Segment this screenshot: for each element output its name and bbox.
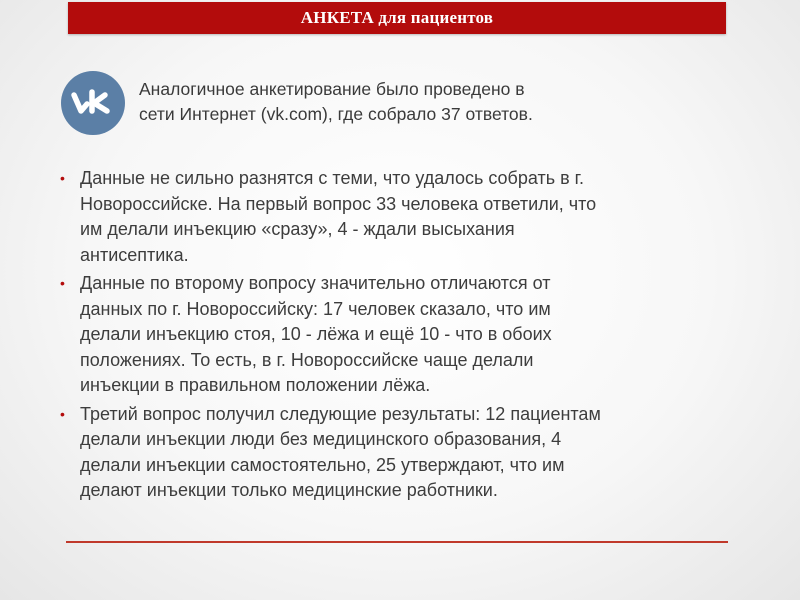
vk-logo-icon bbox=[60, 70, 126, 136]
bullet-list bbox=[60, 166, 750, 507]
intro-line: сети Интернет (vk.com), где собрало 37 ответов. bbox=[139, 104, 533, 124]
bullet-line: им делали инъекцию «сразу», 4 - ждали высыхания bbox=[80, 219, 515, 239]
bullet-item bbox=[60, 271, 750, 399]
bullet-line: инъекции в правильном положении лёжа. bbox=[80, 375, 431, 395]
bullet-marker-icon: • bbox=[60, 275, 65, 291]
bullet-marker-icon: • bbox=[60, 405, 65, 422]
bullet-line: положениях. То есть, в г. Новороссийске чаще делали bbox=[80, 349, 534, 370]
intro-text bbox=[139, 77, 699, 127]
bullet-line: делали инъекции люди без медицинского образования, 4 bbox=[80, 429, 562, 449]
intro-line: Аналогичное анкетирование было проведено в bbox=[139, 79, 525, 99]
bullet-line: Третий вопрос получил следующие результаты: 12 пациентам bbox=[80, 403, 601, 424]
bullet-line: делали инъекцию стоя, 10 - лёжа и ещё 10 - что в обоих bbox=[80, 324, 552, 344]
bullet-item bbox=[60, 166, 750, 268]
bullet-line: Данные по второму вопросу значительно отличаются от bbox=[80, 273, 551, 293]
bullet-line: Новороссийске. На первый вопрос 33 человека ответили, что bbox=[80, 193, 597, 214]
title-bar bbox=[68, 2, 726, 34]
bullet-marker-icon: • bbox=[60, 170, 65, 186]
bullet-item bbox=[60, 402, 750, 504]
bullet-line: делали инъекции самостоятельно, 25 утверждают, что им bbox=[80, 454, 565, 475]
bullet-line: Данные не сильно разнятся с теми, что удалось собрать в г. bbox=[80, 168, 585, 188]
bullet-line: данных по г. Новороссийску: 17 человек сказало, что им bbox=[80, 298, 551, 319]
bullet-line: антисептика. bbox=[80, 244, 189, 265]
bottom-divider bbox=[66, 541, 728, 543]
page-title: АНКЕТА для пациентов bbox=[300, 8, 494, 27]
bullet-line: делают инъекции только медицинские работники. bbox=[80, 480, 498, 500]
